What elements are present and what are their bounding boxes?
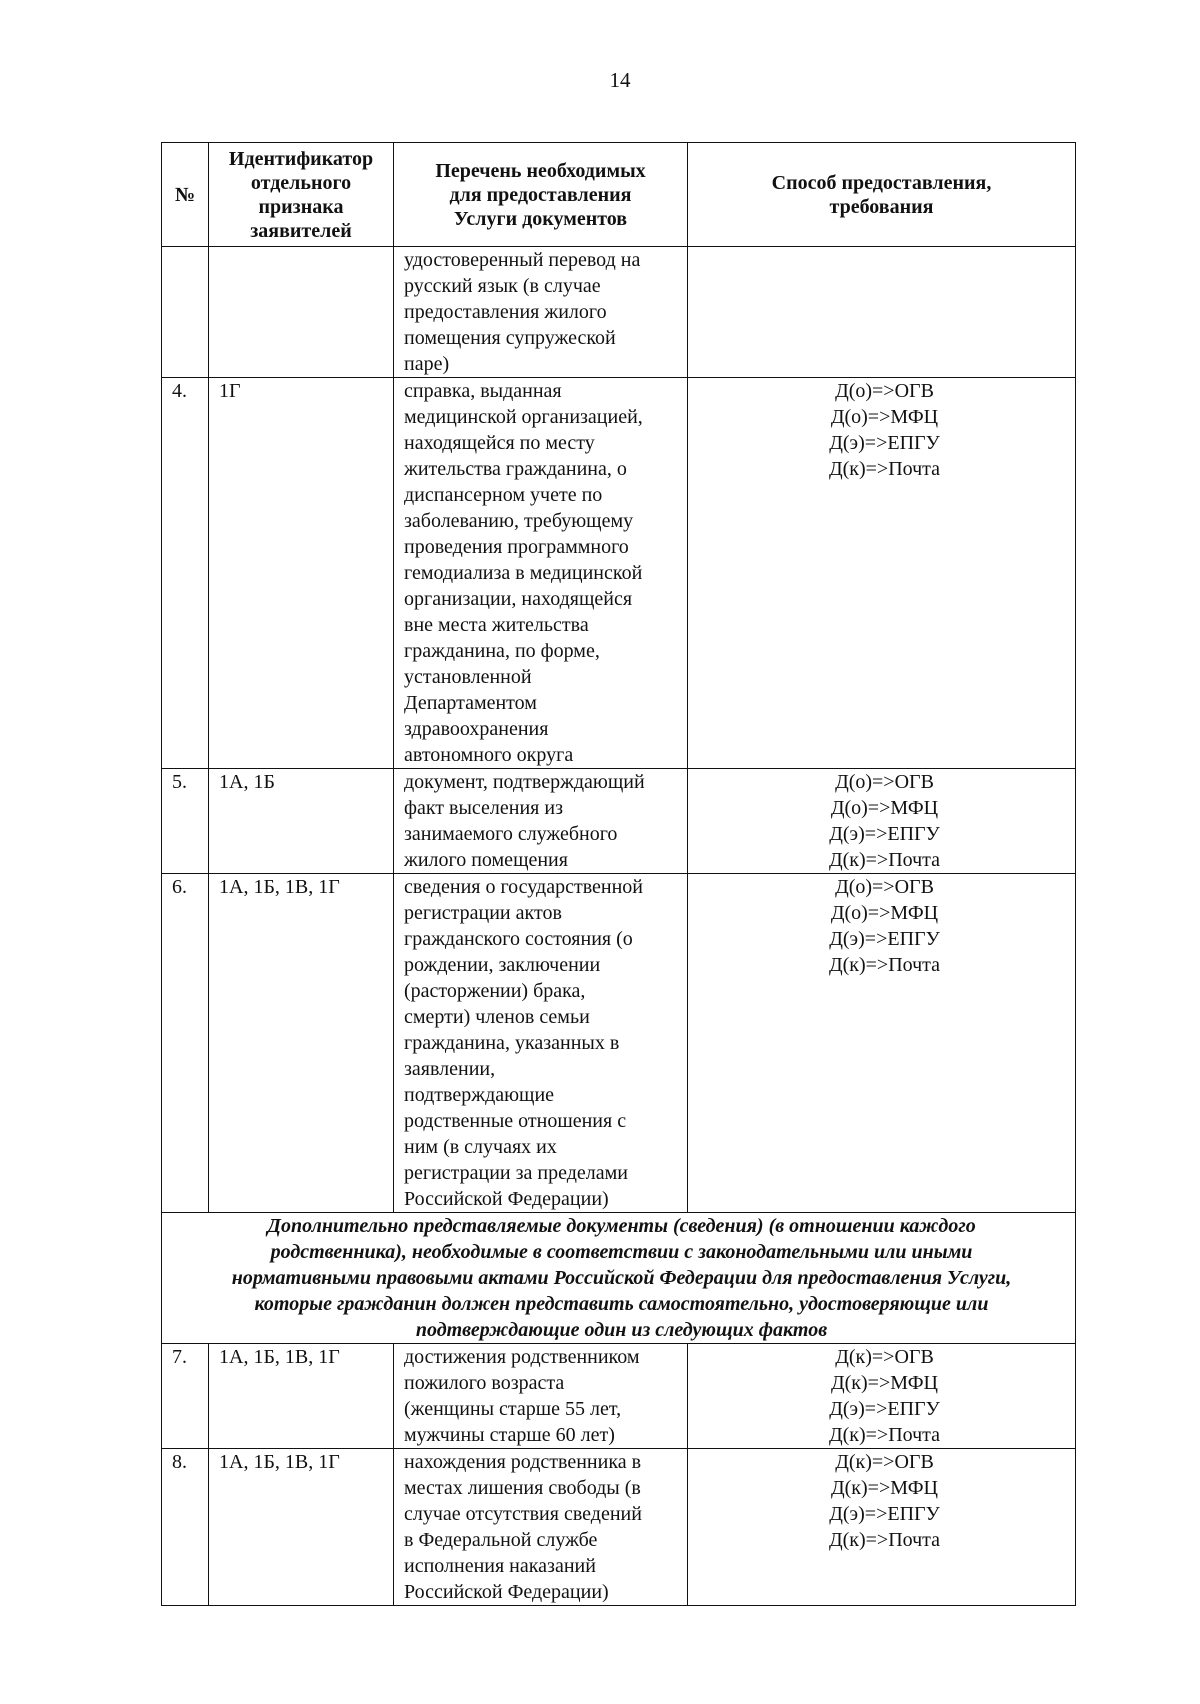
document-description-line: Российской Федерации) — [404, 1581, 609, 1603]
document-description — [394, 1449, 688, 1606]
table-row — [162, 1344, 1076, 1449]
document-description-line: Департаментом — [404, 692, 537, 714]
submission-method-line: Д(к)=>Почта — [828, 1424, 941, 1446]
document-description-line: Российской Федерации) — [404, 1188, 609, 1210]
document-description-line: случае отсутствия сведений — [404, 1503, 642, 1525]
document-description-line: местах лишения свободы (в — [404, 1477, 641, 1499]
document-description-line: (женщины старше 55 лет, — [404, 1398, 622, 1420]
document-description-line: мужчины старше 60 лет) — [404, 1424, 615, 1446]
submission-method-line: Д(о)=>ОГВ — [835, 876, 934, 898]
header-documents: Перечень необходимых для предоставления Услуги документов — [394, 143, 688, 247]
document-description-line: диспансерном учете по — [404, 484, 603, 506]
submission-method-line: Д(о)=>МФЦ — [830, 902, 939, 924]
document-description-line: гражданского состояния (о — [404, 928, 633, 950]
submission-method — [688, 247, 1076, 378]
section-heading — [162, 1213, 1076, 1344]
document-description-line: документ, подтверждающий — [404, 771, 645, 793]
document-description-line: нахождения родственника в — [404, 1451, 642, 1473]
row-number: 5. — [162, 769, 209, 874]
document-description-line: (расторжении) брака, — [404, 980, 586, 1002]
document-description-line: здравоохранения — [404, 718, 549, 740]
row-number: 7. — [162, 1344, 209, 1449]
section-heading-line: Дополнительно представляемые документы (сведения) (в отношении каждого — [267, 1215, 976, 1237]
document-description — [394, 874, 688, 1213]
document-description — [394, 769, 688, 874]
document-description-line: гражданина, по форме, — [404, 640, 600, 662]
table-body — [162, 247, 1076, 1606]
documents-table — [161, 142, 1076, 1606]
section-heading-line: которые гражданин должен представить самостоятельно, удостоверяющие или — [254, 1293, 989, 1315]
submission-method — [688, 769, 1076, 874]
applicant-identifier: 1Г — [209, 378, 394, 769]
page-number: 14 — [609, 68, 631, 92]
table-row — [162, 769, 1076, 874]
document-description — [394, 247, 688, 378]
submission-method-line: Д(э)=>ЕПГУ — [829, 432, 940, 454]
submission-method — [688, 874, 1076, 1213]
document-description-line: медицинской организацией, — [404, 406, 643, 428]
document-description-line: автономного округа — [404, 744, 574, 766]
document-description-line: русский язык (в случае — [404, 275, 601, 297]
submission-method — [688, 378, 1076, 769]
document-description-line: ним (в случаях их — [404, 1136, 557, 1158]
row-number: 6. — [162, 874, 209, 1213]
row-number: 4. — [162, 378, 209, 769]
document-description-line: заболеванию, требующему — [404, 510, 634, 532]
submission-method-line: Д(к)=>Почта — [828, 954, 941, 976]
document-description-line: смерти) членов семьи — [404, 1006, 590, 1028]
document-description-line: находящейся по месту — [404, 432, 595, 454]
submission-method-line: Д(о)=>МФЦ — [830, 797, 939, 819]
document-description-line: предоставления жилого — [404, 301, 607, 323]
section-heading-line: нормативными правовыми актами Российской Федерации для предоставления Услуги, — [231, 1267, 1012, 1289]
applicant-identifier: 1А, 1Б, 1В, 1Г — [209, 874, 394, 1213]
header-identifier: Идентификатор отдельного признака заявителей — [209, 143, 394, 247]
document-description-line: справка, выданная — [404, 380, 562, 402]
document-description-line: достижения родственником — [404, 1346, 640, 1368]
submission-method-line: Д(к)=>Почта — [828, 849, 941, 871]
document-description-line: регистрации актов — [404, 902, 562, 924]
applicant-identifier: 1А, 1Б — [209, 769, 394, 874]
document-description-line: организации, находящейся — [404, 588, 633, 610]
submission-method-line: Д(к)=>Почта — [828, 1529, 941, 1551]
document-description-line: гражданина, указанных в — [404, 1032, 620, 1054]
header-num: № — [162, 143, 209, 247]
table-header-row — [162, 143, 1076, 247]
document-description — [394, 1344, 688, 1449]
document-description-line: в Федеральной службе — [404, 1529, 598, 1551]
applicant-identifier: 1А, 1Б, 1В, 1Г — [209, 1344, 394, 1449]
document-description-line: жилого помещения — [404, 849, 568, 871]
submission-method — [688, 1449, 1076, 1606]
document-description-line: вне места жительства — [404, 614, 589, 636]
submission-method-line: Д(э)=>ЕПГУ — [829, 928, 940, 950]
document-description — [394, 378, 688, 769]
submission-method-line: Д(о)=>МФЦ — [830, 406, 939, 428]
document-description-line: регистрации за пределами — [404, 1162, 628, 1184]
document-description-line: сведения о государственной — [404, 876, 644, 898]
submission-method-line: Д(э)=>ЕПГУ — [829, 823, 940, 845]
section-heading-line: родственника), необходимые в соответствии с законодательными или иными — [270, 1241, 973, 1263]
document-description-line: паре) — [404, 353, 450, 375]
document-description-line: удостоверенный перевод на — [404, 249, 641, 271]
submission-method-line: Д(к)=>ОГВ — [835, 1346, 934, 1368]
submission-method-line: Д(к)=>МФЦ — [830, 1477, 938, 1499]
header-method: Способ предоставления, требования — [688, 143, 1076, 247]
submission-method-line: Д(к)=>ОГВ — [835, 1451, 934, 1473]
document-description-line: занимаемого служебного — [404, 823, 618, 845]
document-description-line: установленной — [404, 666, 532, 688]
table-row — [162, 378, 1076, 769]
document-description-line: подтверждающие — [404, 1084, 555, 1106]
submission-method-line: Д(э)=>ЕПГУ — [829, 1398, 940, 1420]
document-description-line: помещения супружеской — [404, 327, 616, 349]
document-description-line: гемодиализа в медицинской — [404, 562, 643, 584]
section-heading-row — [162, 1213, 1076, 1344]
document-description-line: проведения программного — [404, 536, 629, 558]
applicant-identifier — [209, 247, 394, 378]
submission-method-line: Д(о)=>ОГВ — [835, 771, 934, 793]
table-row — [162, 247, 1076, 378]
submission-method-line: Д(к)=>Почта — [828, 458, 941, 480]
submission-method — [688, 1344, 1076, 1449]
table-row — [162, 874, 1076, 1213]
document-description-line: рождении, заключении — [404, 954, 601, 976]
submission-method-line: Д(э)=>ЕПГУ — [829, 1503, 940, 1525]
document-description-line: исполнения наказаний — [404, 1555, 596, 1577]
row-number: 8. — [162, 1449, 209, 1606]
section-heading-line: подтверждающие один из следующих фактов — [415, 1319, 828, 1341]
submission-method-line: Д(к)=>МФЦ — [830, 1372, 938, 1394]
submission-method-line: Д(о)=>ОГВ — [835, 380, 934, 402]
table-row — [162, 1449, 1076, 1606]
document-description-line: заявлении, — [404, 1058, 496, 1080]
document-description-line: жительства гражданина, о — [404, 458, 627, 480]
document-description-line: факт выселения из — [404, 797, 563, 819]
document-description-line: пожилого возраста — [404, 1372, 565, 1394]
row-number — [162, 247, 209, 378]
document-description-line: родственные отношения с — [404, 1110, 627, 1132]
applicant-identifier: 1А, 1Б, 1В, 1Г — [209, 1449, 394, 1606]
